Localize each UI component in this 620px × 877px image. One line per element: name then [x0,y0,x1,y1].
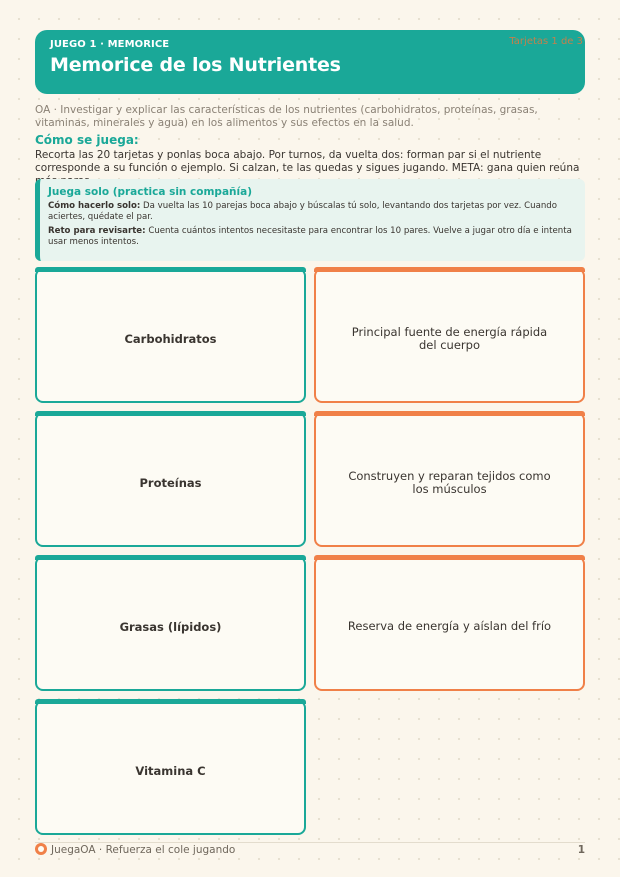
solo-challenge-label: Reto para revisarte: [48,226,146,236]
brand-logo-icon [35,843,47,855]
card-definition: Reserva de energía y aíslan del frío [314,556,585,691]
learning-objective: OA · Investigar y explicar las características de los nutrientes (carbohidratos, proteínas, grasas, vitaminas, minerales y agua) en los alimentos y sus efectos en la salud. [35,104,538,129]
how-to-play-text: Recorta las 20 tarjetas y ponlas boca abajo. Por turnos, da vuelta dos: forman par si el nutriente corresponde a su función o ejemplo. Si calzan, te las quedas y sigues jugando. META: gana quien reúna [35,149,580,174]
solo-play-box [35,179,585,261]
card-definition: Construyen y reparan tejidos como los músculos [314,412,585,547]
solo-instructions [48,201,575,223]
title-banner [35,30,585,94]
card-definition: Principal fuente de energía rápida del cuerpo [314,268,585,403]
card-concept: Carbohidratos [35,268,306,403]
sheet-tag: Tarjetas 1 de 3 [509,36,583,47]
solo-play-heading: Juega solo (practica sin compañía) [48,186,252,198]
how-to-play-heading: Cómo se juega: [35,133,139,147]
footer-brand: JuegaOA · Refuerza el cole jugando [51,844,236,856]
solo-instructions-text: Da vuelta las 10 parejas boca abajo y búscalas tú solo, levantando dos tarjetas por vez. Cuando aciertes, quédate el par. [48,201,558,222]
solo-instructions-label: Cómo hacerlo solo: [48,201,141,211]
page-title: Memorice de los Nutrientes [50,54,341,76]
page-number: 1 [577,844,585,856]
footer-divider [35,842,585,843]
solo-challenge-text: Cuenta cuántos intentos necesitaste para encontrar los 10 pares. Vuelve a jugar otro día e intenta usar menos intentos. [48,226,572,247]
card-concept: Grasas (lípidos) [35,556,306,691]
game-kicker: JUEGO 1 · MEMORICE [50,39,170,50]
card-concept: Vitamina C [35,700,306,835]
card-concept: Proteínas [35,412,306,547]
solo-challenge [48,226,575,248]
